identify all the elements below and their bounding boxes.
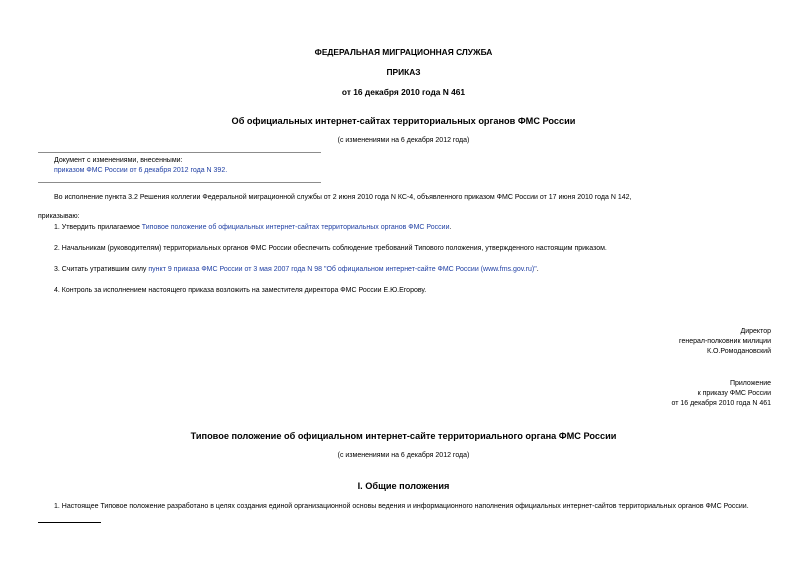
page-title: Об официальных интернет-сайтах территориальных органов ФМС России bbox=[231, 116, 576, 126]
list-item-1-text: 1. Утвердить прилагаемое bbox=[54, 224, 142, 231]
section-paragraph-1-end: . bbox=[746, 503, 749, 510]
signature-rank: генерал-полковник милиции bbox=[679, 338, 771, 345]
org-name: ФЕДЕРАЛЬНАЯ МИГРАЦИОННАЯ СЛУЖБА bbox=[314, 47, 493, 57]
signature-title: Директор bbox=[740, 328, 771, 335]
amend-box-bottom-rule bbox=[38, 182, 321, 183]
section-paragraph-1 bbox=[54, 502, 749, 511]
list-item-3-end: . bbox=[536, 266, 539, 273]
amend-box-top-rule bbox=[38, 152, 321, 153]
appendix-label: Приложение bbox=[729, 380, 771, 387]
list-item-2: 2. Начальникам (руководителям) территориальных органов ФМС России обеспечить соблюдение требований Типового положения, утвержденного настоящим приказом. bbox=[54, 245, 607, 252]
annex-changes-note: (с изменениями на 6 декабря 2012 года) bbox=[337, 452, 470, 459]
section-heading: I. Общие положения bbox=[357, 481, 450, 491]
preamble: Во исполнение пункта 3.2 Решения коллегии Федеральной миграционной службы от 2 июня 2010 года N КС-4, объявленного приказом ФМС России от 17 июня 2010 года N 142, bbox=[54, 194, 632, 201]
footnote-rule bbox=[38, 522, 101, 523]
amend-box-link[interactable]: приказом ФМС России от 6 декабря 2012 года N 392. bbox=[54, 167, 228, 174]
list-item-4: 4. Контроль за исполнением настоящего приказа возложить на заместителя директора ФМС России Е.Ю.Егорову. bbox=[54, 287, 427, 294]
list-item-1-end: . bbox=[449, 224, 452, 231]
signature-name: К.О.Ромодановский bbox=[707, 348, 771, 355]
appendix-ref: к приказу ФМС России bbox=[697, 390, 771, 397]
amend-box-label: Документ с изменениями, внесенными: bbox=[54, 157, 183, 164]
appendix-date: от 16 декабря 2010 года N 461 bbox=[671, 400, 771, 407]
order-word: приказываю: bbox=[38, 213, 80, 220]
changes-note: (с изменениями на 6 декабря 2012 года) bbox=[337, 137, 470, 144]
list-item-3-text: 3. Считать утратившим силу bbox=[54, 266, 149, 273]
doc-type: ПРИКАЗ bbox=[386, 67, 421, 77]
doc-date: от 16 декабря 2010 года N 461 bbox=[341, 87, 466, 97]
annex-link[interactable]: Типовое положение об официальных интернет-сайтах территориальных органов ФМС России bbox=[141, 224, 450, 231]
section-paragraph-1-text: 1. Настоящее Типовое положение разработано в целях создания единой организационной основы ведения и информационного наполнения официальных интернет-сайтов территориальных органов ФМС России bbox=[54, 503, 747, 510]
annex-title: Типовое положение об официальном интернет-сайте территориального органа ФМС России bbox=[190, 431, 617, 441]
list-item-1 bbox=[54, 223, 451, 232]
list-item-3 bbox=[54, 265, 539, 274]
repealed-clause-link[interactable]: пункт 9 приказа ФМС России от 3 мая 2007 года N 98 "Об официальном интернет-сайте ФМС России (www.fms.gov.ru)" bbox=[148, 266, 537, 273]
